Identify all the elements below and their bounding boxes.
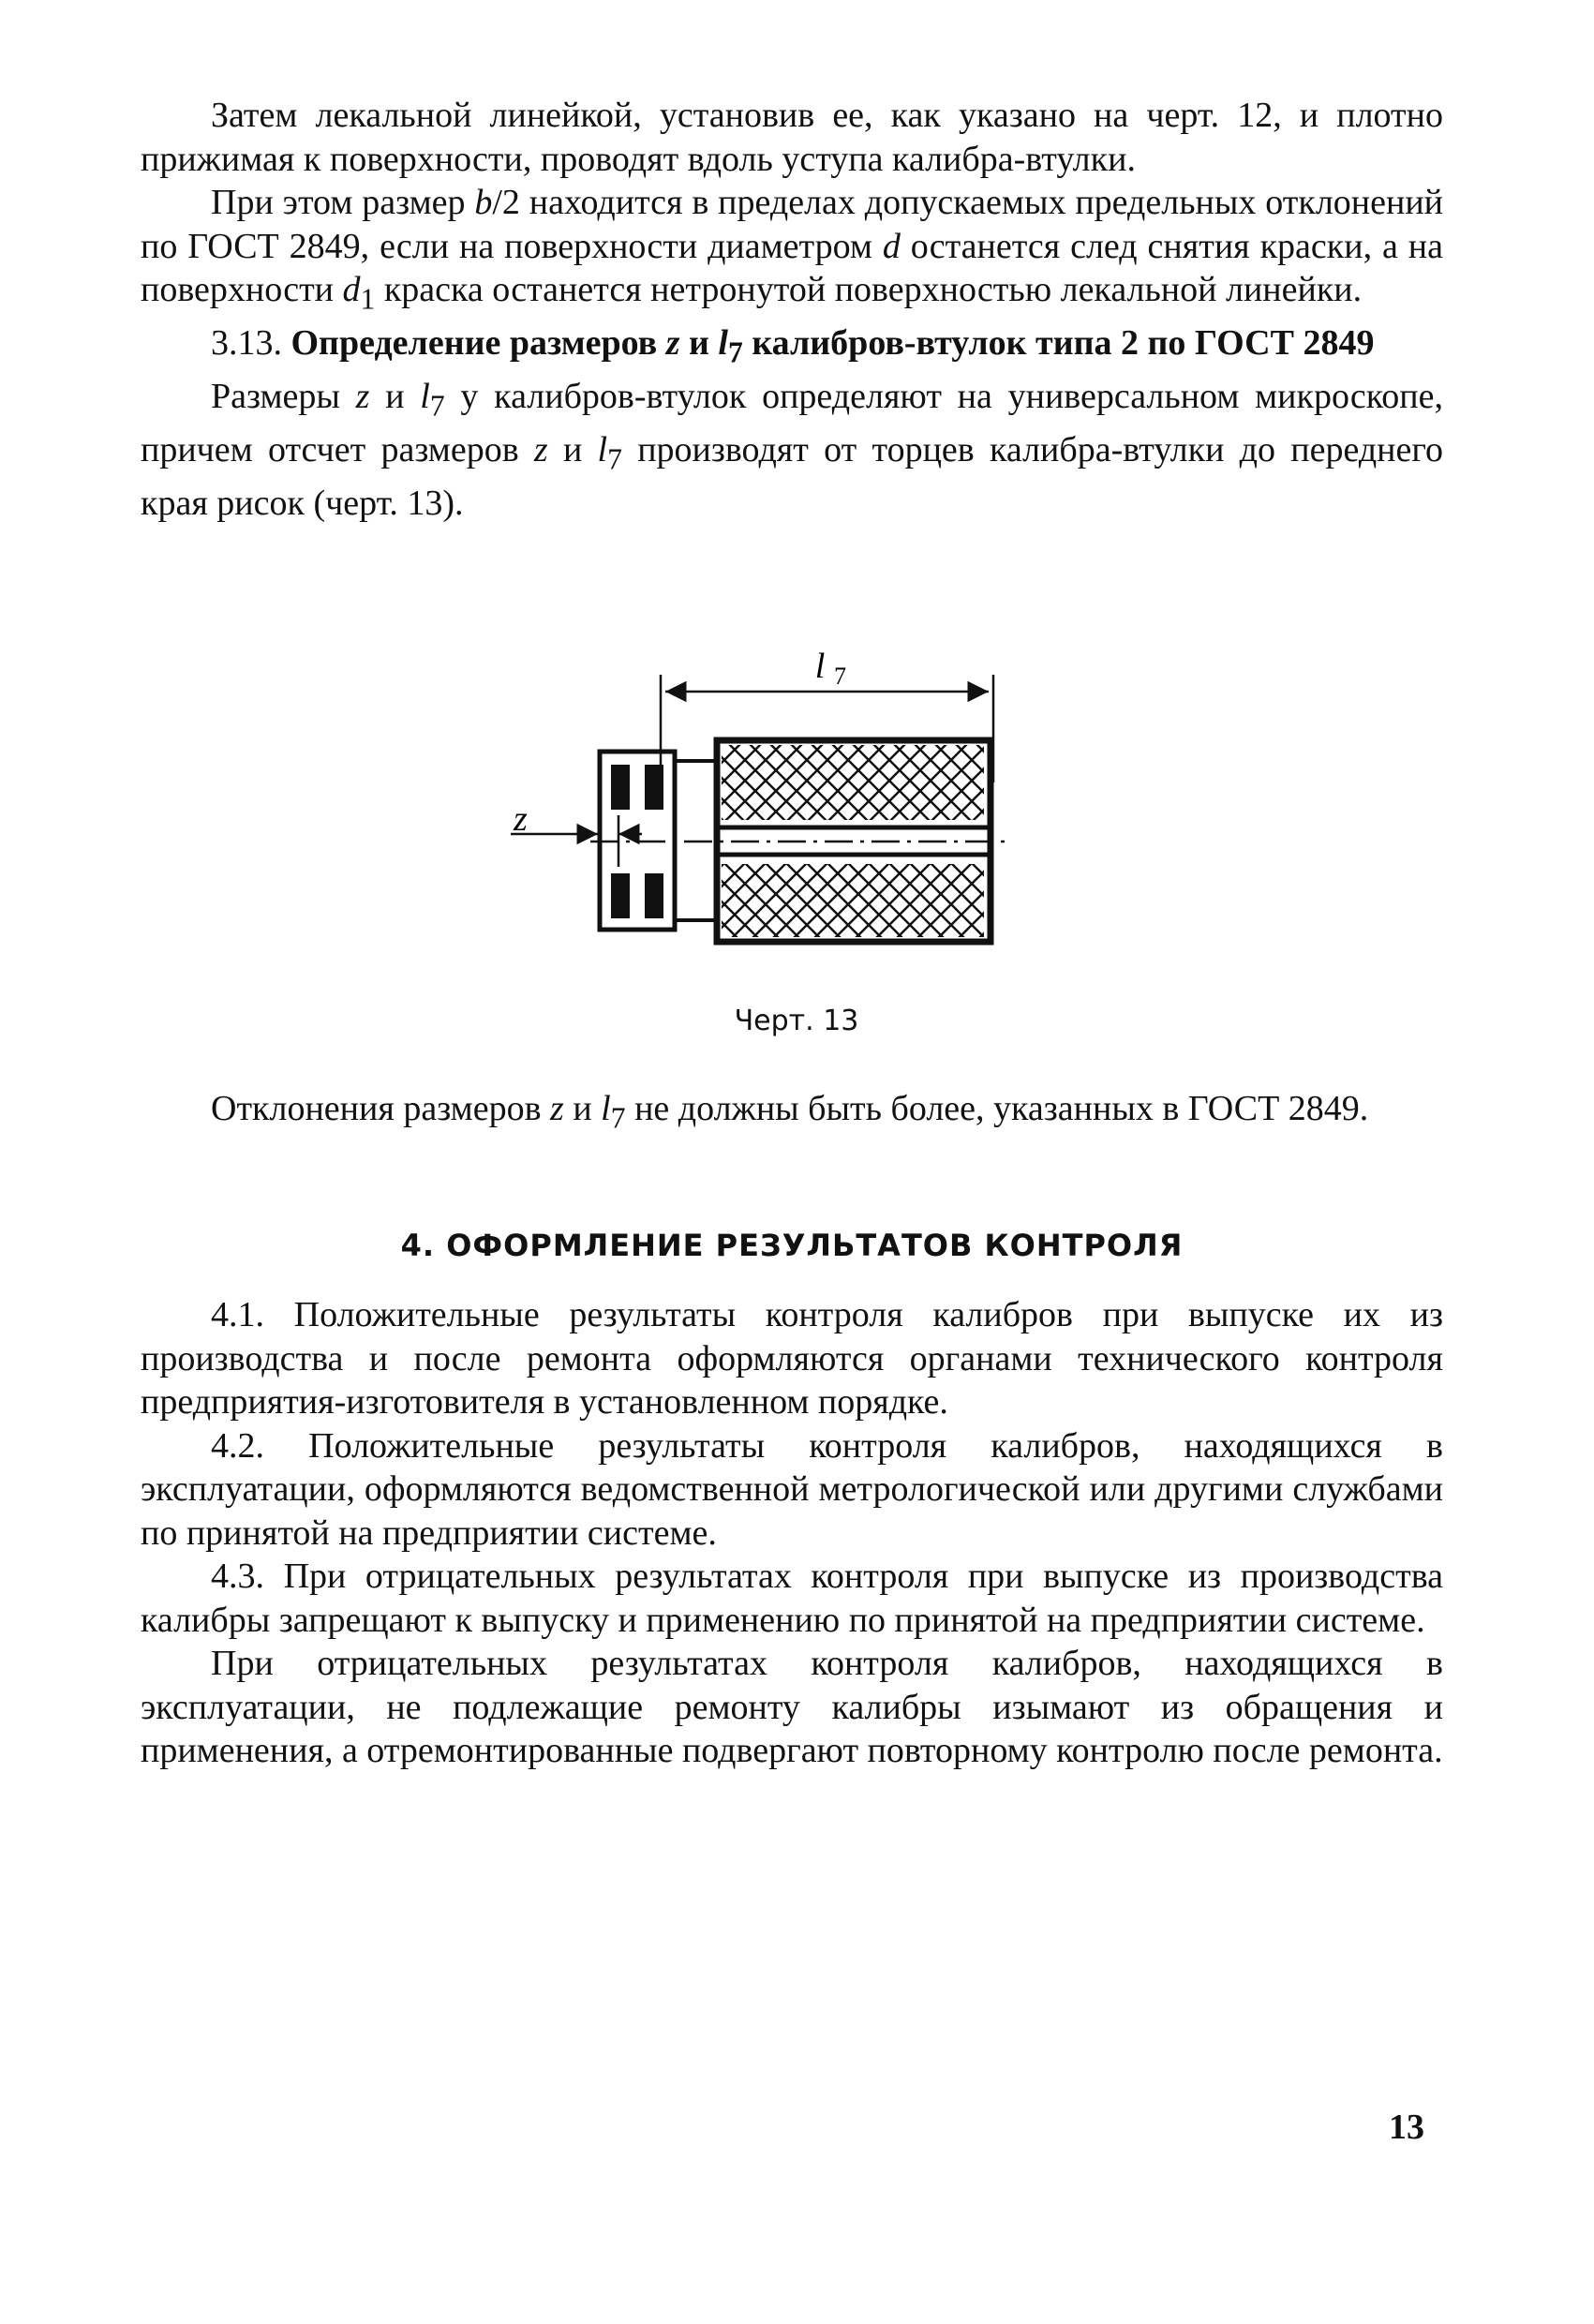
- section-heading-3-13: [141, 321, 1443, 375]
- text-block-top: [141, 94, 1443, 526]
- section-number: 3.13.: [211, 323, 291, 364]
- subscript-7: 7: [610, 1101, 626, 1135]
- paragraph-4-2: 4.2. Положительные результаты контроля калибров, находящихся в эксплуатации, оформляются ведомственной метрологической или другими службами по принятой на предприятии системе.: [141, 1425, 1443, 1553]
- text-run: Размеры: [211, 377, 356, 417]
- figure-caption: Черт. 13: [734, 1005, 859, 1037]
- figure-bushing-gauge-drawing: [487, 647, 1012, 984]
- text-block-section-4: [141, 1293, 1443, 1773]
- paragraph-ruler-step: Затем лекальной линейкой, установив ее, как указано на черт. 12, и плотно прижимая к поверхности, проводят вдоль уступа калибра-втулки.: [141, 96, 1443, 179]
- paragraph-deviations: [141, 1087, 1443, 1140]
- text-run: и: [679, 323, 719, 364]
- variable-l: l: [601, 1089, 611, 1128]
- text-run: Определение размеров: [290, 323, 666, 364]
- text-block-deviations: [141, 1087, 1443, 1140]
- bushing-body: [590, 740, 1012, 942]
- text-run: останется след снятия краски, а на поверхности: [141, 226, 1444, 309]
- section-heading-4: 4. ОФОРМЛЕНИЕ РЕЗУЛЬТАТОВ КОНТРОЛЯ: [400, 1228, 1184, 1263]
- text-run: /2 находится в пределах допускаемых предельных отклонений по ГОСТ 2849, если на поверхности диаметром: [141, 183, 1443, 266]
- paragraph-4-4: При отрицательных результатах контроля калибров, находящихся в эксплуатации, не подлежащие ремонту калибры изымают из обращения и применения, а отремонтированные подвергают повторному контролю после ремонта.: [141, 1644, 1443, 1770]
- subscript-7: 7: [727, 335, 743, 369]
- text-run: у калибров-втулок определяют на универсальном микроскопе, причем отсчет размеров: [141, 377, 1443, 470]
- paragraph-size-b2: [141, 181, 1443, 321]
- variable-l: l: [718, 323, 728, 364]
- variable-b: b: [474, 183, 493, 222]
- page-number: 13: [1389, 2108, 1424, 2147]
- subscript-7: 7: [607, 442, 622, 476]
- variable-z: z: [665, 323, 680, 364]
- subscript-1: 1: [360, 282, 376, 316]
- variable-z: z: [355, 377, 370, 417]
- text-run: краска останется нетронутой поверхностью лекальной линейки.: [375, 270, 1363, 309]
- variable-l: l: [597, 430, 608, 470]
- variable-l: l: [420, 377, 430, 417]
- variable-d: d: [882, 226, 901, 266]
- text-run: не должны быть более, указанных в ГОСТ 2849.: [625, 1089, 1369, 1128]
- label-z: z: [514, 799, 528, 839]
- variable-z: z: [550, 1089, 564, 1128]
- text-run: и: [369, 377, 421, 417]
- text-run: Отклонения размеров: [211, 1089, 551, 1128]
- paragraph-4-3: 4.3. При отрицательных результатах контроля при выпуске из производства калибры запрещают к выпуску и применению по принятой на предприятии системе.: [141, 1557, 1443, 1640]
- label-l: l: [814, 647, 826, 686]
- subscript-7: 7: [429, 389, 445, 423]
- text-run: производят от торцев калибра-втулки до переднего края рисок (черт. 13).: [141, 430, 1443, 524]
- text-run: и: [563, 1089, 602, 1128]
- text-run: калибров-втулок типа 2 по ГОСТ 2849: [742, 323, 1375, 364]
- text-run: При этом размер: [211, 183, 475, 222]
- paragraph-4-1: 4.1. Положительные результаты контроля калибров при выпуске их из производства и после ремонта оформляются органами технического контроля предприятия-изготовителя в установленном порядке.: [141, 1295, 1443, 1422]
- paragraph-microscope: [141, 375, 1443, 526]
- variable-z: z: [533, 430, 548, 470]
- text-run: и: [547, 430, 598, 470]
- variable-d1: d: [342, 270, 361, 309]
- label-l-subscript: 7: [834, 663, 846, 690]
